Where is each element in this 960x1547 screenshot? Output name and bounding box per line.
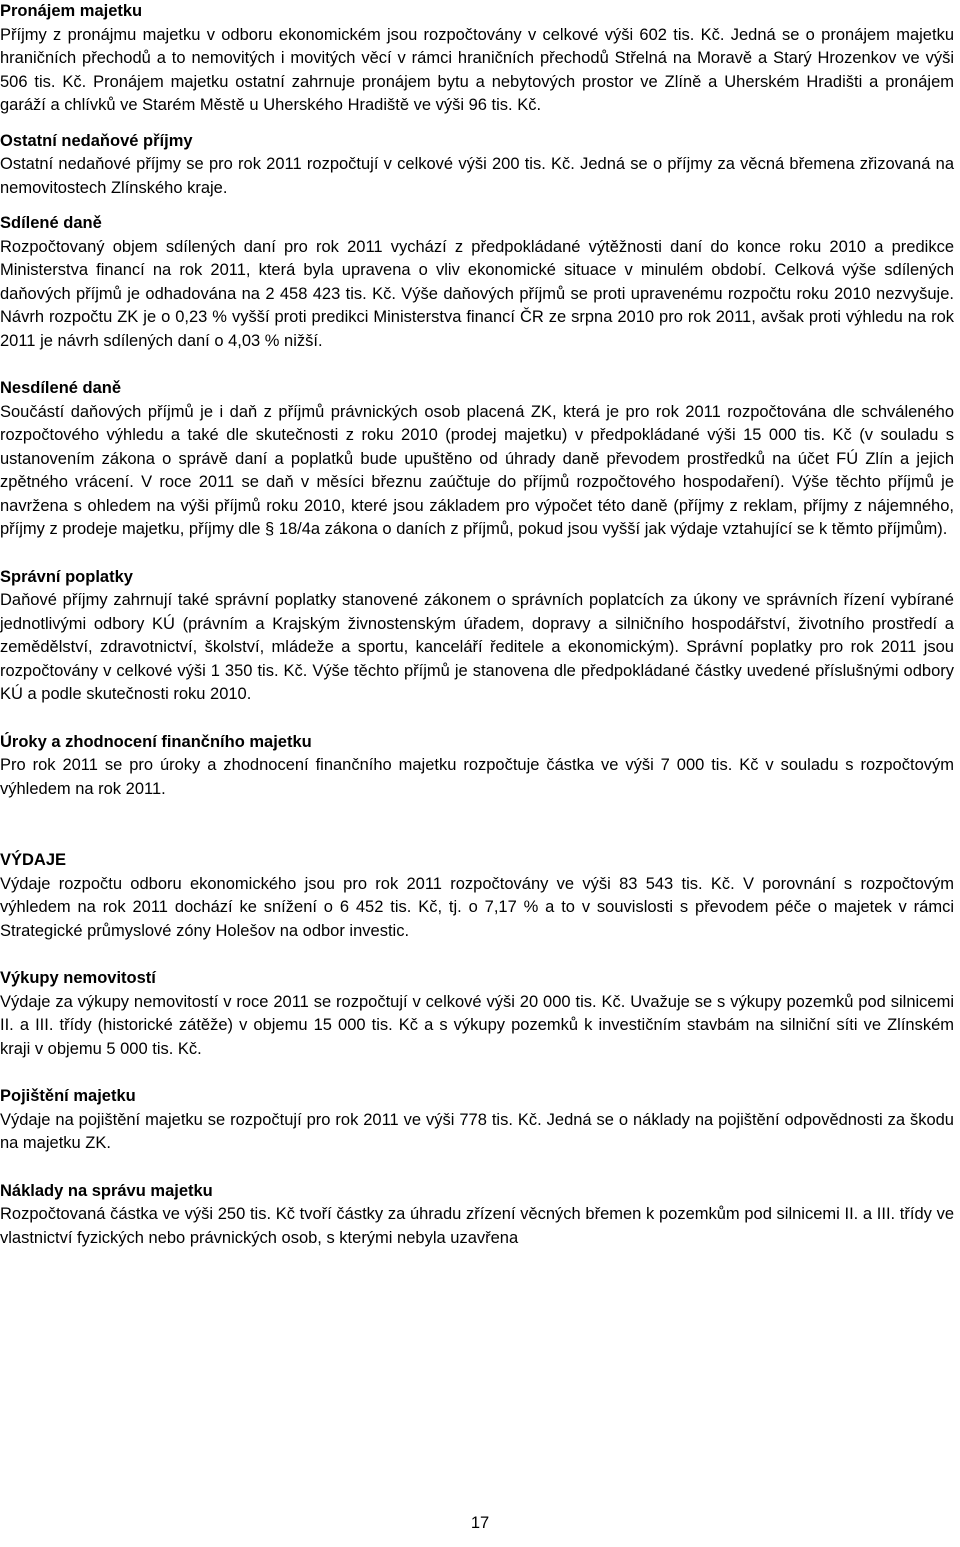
- section-text: Výdaje za výkupy nemovitostí v roce 2011 se rozpočtují v celkové výši 20 000 tis. Kč. Uvažuje se s výkupy pozemků pod silnicemi II. a III. třídy (historické zátěže) v objemu 15 000 tis. Kč a s výkupy pozemků k investičním stavbám na silniční síti ve Zlínském kraji v objemu 5 000 tis. Kč.: [0, 992, 954, 1058]
- section-text: Výdaje rozpočtu odboru ekonomického jsou pro rok 2011 rozpočtovány ve výši 83 543 tis. Kč. V porovnání s rozpočtovým výhledem na rok 2011 dochází ke snížení o 6 452 tis. Kč, tj. o 7,17 % a to v souvislosti s převodem péče o majetek v rámci Strategické průmyslové zóny Holešov na odbor investic.: [0, 874, 954, 940]
- page-number: 17: [470, 1514, 490, 1532]
- section-sdilene-dane: [0, 212, 960, 353]
- section-text: Ostatní nedaňové příjmy se pro rok 2011 rozpočtují v celkové výši 200 tis. Kč. Jedná se o příjmy za věcná břemena zřizovaná na nemovitostech Zlínského kraje.: [0, 155, 954, 197]
- section-heading: VÝDAJE: [0, 851, 67, 869]
- section-heading: Pojištění majetku: [0, 1087, 136, 1105]
- section-text: Pro rok 2011 se pro úroky a zhodnocení finančního majetku rozpočtuje částka ve výši 7 000 tis. Kč v souladu s rozpočtovým výhledem na rok 2011.: [0, 756, 954, 798]
- section-heading: Správní poplatky: [0, 567, 133, 586]
- section-heading: Ostatní nedaňové příjmy: [0, 131, 193, 150]
- section-text: Daňové příjmy zahrnují také správní poplatky stanovené zákonem o správních poplatcích za úkony ve správních řízení vybírané jednotlivými odbory KÚ (právním a Krajským živnostenským úřadem, dopravy a silničního hospodářství, životního prostředí a zemědělství, zdravotnictví, školství, mládeže a sportu, kanceláří ředitele a ekonomickým). Správní poplatky pro rok 2011 jsou rozpočtovány v celkové výši 1 350 tis. Kč. Výše těchto příjmů je stanovena dle předpokládané částky uvedené příslušnými odbory KÚ a podle skutečnosti roku 2010.: [0, 591, 954, 703]
- section-heading: Úroky a zhodnocení finančního majetku: [0, 732, 312, 751]
- section-vykupy-nemovitosti: [0, 967, 960, 1061]
- section-text: Příjmy z pronájmu majetku v odboru ekonomickém jsou rozpočtovány v celkové výši 602 tis. Kč. Jedná se o pronájem majetku hraničních přechodů a to nemovitých i movitých věcí v rámci hraničních přechodů Střelná na Moravě a Starý Hrozenkov ve výši 506 tis. Kč. Pronájem majetku ostatní zahrnuje pronájem bytu a nebytových prostor ve Zlíně a Uherském Hradišti a pronájem garáží a chlívků ve Starém Městě u Uherského Hradiště ve výši 96 tis. Kč.: [0, 25, 954, 114]
- section-heading: Náklady na správu majetku: [0, 1181, 213, 1200]
- section-naklady-na-spravu-majetku: [0, 1180, 960, 1251]
- section-heading: Výkupy nemovitostí: [0, 969, 156, 987]
- section-vydaje: [0, 849, 960, 943]
- section-text: Rozpočtovaný objem sdílených daní pro rok 2011 vychází z předpokládané výtěžnosti daní do konce roku 2010 a predikce Ministerstva financí na rok 2011, která byla upravena o vliv ekonomické situace v minulém období. Celková výše sdílených daňových příjmů je odhadována na 2 458 423 tis. Kč. Výše daňových příjmů se proti upravenému rozpočtu roku 2010 nezvyšuje. Návrh rozpočtu ZK je o 0,23 % vyšší proti predikci Ministerstva financí ČR ze srpna 2010 pro rok 2011, avšak proti výhledu na rok 2011 je návrh sdílených daní o 4,03 % nižší.: [0, 237, 954, 350]
- section-text: Součástí daňových příjmů je i daň z příjmů právnických osob placená ZK, která je pro rok 2011 rozpočtována dle schváleného rozpočtového výhledu a také dle skutečnosti z roku 2010 (prodej majetku) v předpokládané výši 15 000 tis. Kč (v souladu s ustanovením zákona o správě daní a poplatků bude upuštěno od úhrady daně převodem prostředků na účet FÚ Zlín a jejich zpětného vrácení. V roce 2011 se daň v měsíci březnu zaúčtuje do příjmů rozpočtového hospodaření). Výše těchto příjmů je navržena s ohledem na výši příjmů roku 2010, které jsou základem pro výpočet této daně (příjmy z reklam, příjmy z nájemného, příjmy z prodeje majetku, příjmy dle § 18/4a zákona o daních z příjmů, pokud jsou vyšší jak výdaje vztahující se k těmto příjmům).: [0, 402, 954, 538]
- section-nesdilene-dane: [0, 377, 960, 542]
- section-heading: Sdílené daně: [0, 214, 102, 232]
- section-text: Výdaje na pojištění majetku se rozpočtují pro rok 2011 ve výši 778 tis. Kč. Jedná se o náklady na pojištění odpovědnosti za škodu na majetku ZK.: [0, 1110, 954, 1152]
- section-text: Rozpočtovaná částka ve výši 250 tis. Kč tvoří částky za úhradu zřízení věcných břemen k pozemkům pod silnicemi II. a III. třídy ve vlastnictví fyzických nebo právnických osob, s kterými nebyla uzavřena: [0, 1205, 954, 1247]
- section-heading: Pronájem majetku: [0, 2, 143, 20]
- section-pronajem-majetku: [0, 0, 960, 118]
- section-uroky: [0, 731, 960, 802]
- section-spravni-poplatky: [0, 566, 960, 707]
- section-heading: Nesdílené daně: [0, 379, 122, 397]
- section-pojisteni-majetku: [0, 1085, 960, 1156]
- section-ostatni-nedanove-prijmy: [0, 130, 960, 201]
